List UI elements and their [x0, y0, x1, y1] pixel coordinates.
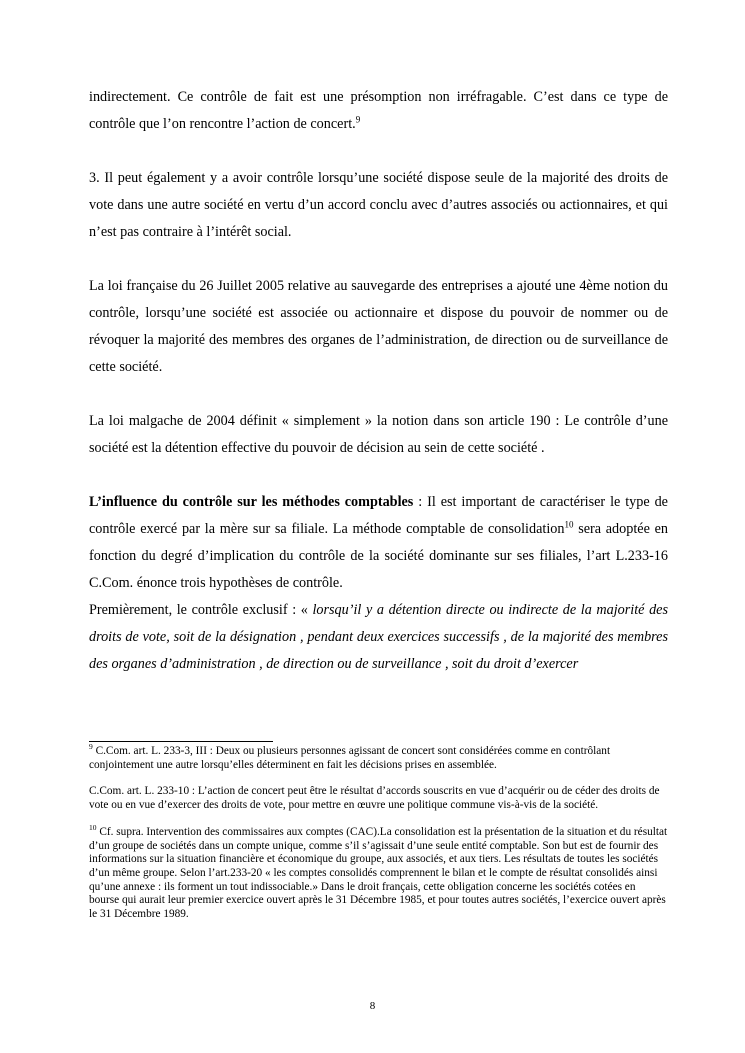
footnote-10-text: Cf. supra. Intervention des commissaires aux comptes (CAC).La consolidation est la présentation de la situation et du résultat d’un groupe de sociétés dans un compte unique, comme s’il s’agissait d’une seule entité comptable. Son but est de fournir des informations sur la situation financière et économique du groupe, aux associés, et aux tiers. Les résultats de toutes les sociétés d’un même groupe. Selon l’art.233-20 « les comptes consolidés comprennent le bilan et le compte de résultat consolidés ainsi qu’une annexe : ils forment un tout indissociable.» Dans le droit français, cette obligation concerne les sociétés cotées en bourse qui aurait leur premier exercice ouvert après le 31 Décembre 1985, et pour toutes autres sociétés, l’exercice ouvert après le 31 Décembre 1989. [89, 825, 668, 921]
paragraph-5-text-b: sera adoptée en fonction du degré d’implication du contrôle de la société dominante sur ses filiales, l’art L.233-16 C.Com. énonce trois hypothèses de contrôle. [89, 521, 668, 591]
footnote-9-number: 9 [89, 742, 93, 752]
paragraph-1-text: indirectement. Ce contrôle de fait est une présomption non irréfragable. C’est dans ce type de contrôle que l’on rencontre l’action de concert. [89, 89, 668, 132]
quote-italic: lorsqu’il y a détention directe ou indirecte de la majorité des droits de vote, soit de la désignation , pendant deux exercices successifs , de la majorité des membres des organes d’administration , de direction ou de surveillance , soit du droit d’exercer [89, 602, 668, 672]
paragraph-1 [89, 84, 668, 138]
section-heading: L’influence du contrôle sur les méthodes comptables [89, 494, 414, 510]
paragraph-4: La loi malgache de 2004 définit « simplement » la notion dans son article 190 : Le contrôle d’une société est la détention effective du pouvoir de décision au sein de cette société . [89, 413, 668, 456]
footnote-9-text: C.Com. art. L. 233-3, III : Deux ou plusieurs personnes agissant de concert sont considérées comme en contrôlant conjointement une autre lorsqu’elles déterminent en fait les décisions prises en assemblée. [89, 745, 611, 771]
footnote-10 [89, 823, 668, 922]
paragraph-2: 3. Il peut également y a avoir contrôle lorsqu’une société dispose seule de la majorité des droits de vote dans une autre société en vertu d’un accord conclu avec d’autres associés ou actionnaires, et qui n’est pas contraire à l’intérêt social. [89, 170, 668, 240]
paragraph-6-text: Premièrement, le contrôle exclusif : « [89, 602, 313, 618]
paragraph-5-text-a: : Il est important de caractériser le type de contrôle exercé par la mère sur sa filiale. La méthode comptable de consolidation [89, 494, 668, 537]
footnote-ref-9[interactable]: 9 [355, 114, 361, 125]
footnote-ref-10[interactable]: 10 [564, 519, 574, 530]
paragraph-3: La loi française du 26 Juillet 2005 relative au sauvegarde des entreprises a ajouté une 4ème notion du contrôle, lorsqu’une société est associée ou actionnaire et dispose du pouvoir de nommer ou de révoquer la majorité des membres des organes de l’administration, de direction ou de surveillance de cette société. [89, 278, 668, 375]
footnote-9-continued: C.Com. art. L. 233-10 : L’action de concert peut être le résultat d’accords souscrits en vue d’acquérir ou de céder des droits de vote ou en vue d’exercer des droits de vote, pour mettre en œuvre une politique commune vis-à-vis de la société. [89, 785, 660, 812]
page-number: 8 [369, 1000, 376, 1012]
main-text [89, 84, 668, 678]
paragraph-5 [89, 489, 668, 597]
footnote-10-number: 10 [89, 823, 97, 833]
footnote-separator [89, 741, 273, 742]
paragraph-6 [89, 597, 668, 678]
footnotes [89, 742, 668, 922]
footnote-9 [89, 742, 668, 772]
